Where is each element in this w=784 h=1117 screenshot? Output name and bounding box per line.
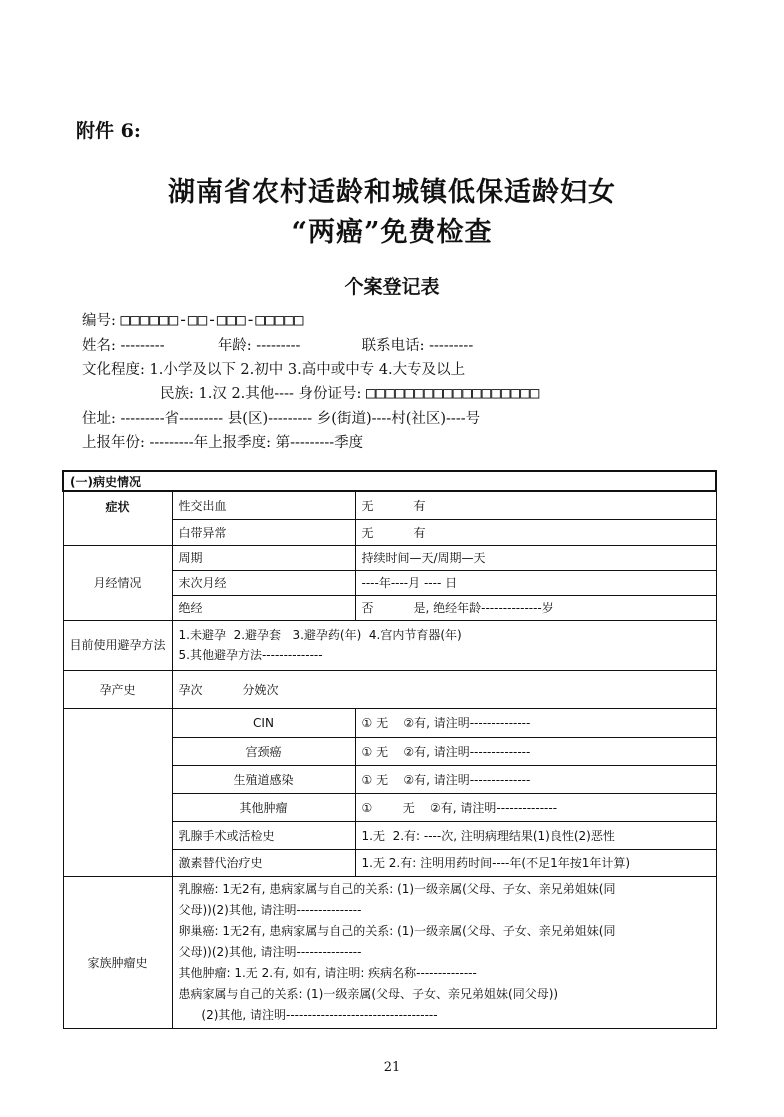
pregnancy-label: 孕产史 xyxy=(63,670,172,708)
family-line[interactable]: 其他肿瘤: 1.无 2.有, 如有, 请注明: 疾病名称-------------- xyxy=(178,965,477,980)
table-row xyxy=(63,545,716,570)
id-number-boxes[interactable]: □□□□□□□□□□□□□□□□□□ xyxy=(365,383,540,402)
family-history-label: 家族肿瘤史 xyxy=(63,876,172,1028)
serial-label: 编号: xyxy=(82,313,116,329)
document-title-line2: “两癌”免费检查 xyxy=(291,217,493,248)
delivery-count[interactable]: 分娩次 xyxy=(242,682,279,697)
option-no[interactable]: 无 xyxy=(361,525,374,540)
history-label xyxy=(63,708,172,876)
table-row xyxy=(63,670,716,708)
history-item: 生殖道感染 xyxy=(172,765,355,793)
form-subtitle: 个案登记表 xyxy=(344,276,440,298)
attachment-label: 附件 6: xyxy=(76,120,141,142)
menstruation-label: 月经情况 xyxy=(63,545,172,620)
menstruation-item: 绝经 xyxy=(172,595,355,620)
history-item: 激素替代治疗史 xyxy=(172,849,355,876)
option-yes-age[interactable]: 是, 绝经年龄--------------岁 xyxy=(413,601,554,615)
family-line[interactable]: 乳腺癌: 1无2有, 患病家属与自己的关系: (1)一级亲属(父母、子女、亲兄弟姐妹(同 xyxy=(178,881,616,896)
symptom-item: 性交出血 xyxy=(172,491,355,519)
family-line[interactable]: 父母))(2)其他, 请注明--------------- xyxy=(178,902,362,917)
address-row[interactable]: 住址: ---------省--------- 县(区)--------- 乡(街道)----村(社区)----号 xyxy=(82,411,481,427)
name-age-phone-row xyxy=(82,334,473,355)
history-item: 宫颈癌 xyxy=(172,737,355,765)
option-no[interactable]: 无 xyxy=(361,498,374,513)
menstruation-value[interactable]: ----年----月 ---- 日 xyxy=(355,570,716,595)
symptom-item: 白带异常 xyxy=(172,519,355,545)
menopause-options[interactable] xyxy=(355,595,716,620)
contraception-line1[interactable]: 1.未避孕 2.避孕套 3.避孕药(年) 4.宫内节育器(年) xyxy=(178,628,462,642)
history-item: 其他肿瘤 xyxy=(172,793,355,821)
ethnicity-field[interactable]: 民族: 1.汉 2.其他---- xyxy=(160,386,299,402)
section-title: (一)病史情况 xyxy=(63,471,716,491)
family-line[interactable]: 患病家属与自己的关系: (1)一级亲属(父母、子女、亲兄弟姐妹(同父母)) xyxy=(178,986,559,1001)
age-field[interactable]: 年龄: --------- xyxy=(217,338,301,354)
document-title-line1: 湖南省农村适龄和城镇低保适龄妇女 xyxy=(168,177,616,208)
history-value[interactable]: ① 无 ②有, 请注明-------------- xyxy=(355,708,716,737)
family-line[interactable]: 父母))(2)其他, 请注明--------------- xyxy=(178,944,362,959)
symptoms-label: 症状 xyxy=(63,491,172,545)
serial-number-row xyxy=(82,309,304,330)
id-label: 身份证号: xyxy=(298,386,362,402)
table-row xyxy=(63,876,716,1028)
symptom-options[interactable] xyxy=(355,519,716,545)
menstruation-item: 周期 xyxy=(172,545,355,570)
history-item: CIN xyxy=(172,708,355,737)
report-period-row[interactable]: 上报年份: ---------年上报季度: 第---------季度 xyxy=(82,435,364,451)
contraception-label: 目前使用避孕方法 xyxy=(63,620,172,670)
history-value[interactable]: ① 无 ②有, 请注明-------------- xyxy=(355,765,716,793)
family-history-details[interactable] xyxy=(172,876,716,1028)
education-row[interactable]: 文化程度: 1.小学及以下 2.初中 3.高中或中专 4.大专及以上 xyxy=(82,362,466,378)
menstruation-value[interactable]: 持续时间—天/周期—天 xyxy=(355,545,716,570)
table-row xyxy=(63,491,716,519)
history-value[interactable]: 1.无 2.有: 注明用药时间----年(不足1年按1年计算) xyxy=(355,849,716,876)
medical-history-table xyxy=(62,470,717,1029)
section-header-row xyxy=(63,471,716,491)
history-value[interactable]: ① 无 ②有, 请注明-------------- xyxy=(355,737,716,765)
pregnancy-values[interactable] xyxy=(172,670,716,708)
table-row xyxy=(63,708,716,737)
history-item: 乳腺手术或活检史 xyxy=(172,821,355,849)
page-number: 21 xyxy=(383,1060,401,1075)
phone-field[interactable]: 联系电话: --------- xyxy=(361,338,474,354)
option-no[interactable]: 否 xyxy=(361,601,374,615)
ethnicity-id-row xyxy=(160,382,539,403)
history-value[interactable]: 1.无 2.有: ----次, 注明病理结果(1)良性(2)恶性 xyxy=(355,821,716,849)
serial-number-boxes[interactable]: □□□□□□-□□-□□□-□□□□□ xyxy=(120,310,304,329)
option-yes[interactable]: 有 xyxy=(413,498,426,513)
family-line[interactable]: (2)其他, 请注明----------------------------------- xyxy=(178,1007,438,1022)
contraception-line2[interactable]: 5.其他避孕方法-------------- xyxy=(178,648,323,662)
family-line[interactable]: 卵巢癌: 1无2有, 患病家属与自己的关系: (1)一级亲属(父母、子女、亲兄弟姐妹(同 xyxy=(178,923,616,938)
contraception-options[interactable] xyxy=(172,620,716,670)
name-field[interactable]: 姓名: --------- xyxy=(82,338,165,354)
pregnancy-count[interactable]: 孕次 xyxy=(178,682,203,697)
history-value[interactable]: ① 无 ②有, 请注明-------------- xyxy=(355,793,716,821)
table-row xyxy=(63,620,716,670)
menstruation-item: 末次月经 xyxy=(172,570,355,595)
option-yes[interactable]: 有 xyxy=(413,525,426,540)
symptom-options[interactable] xyxy=(355,491,716,519)
